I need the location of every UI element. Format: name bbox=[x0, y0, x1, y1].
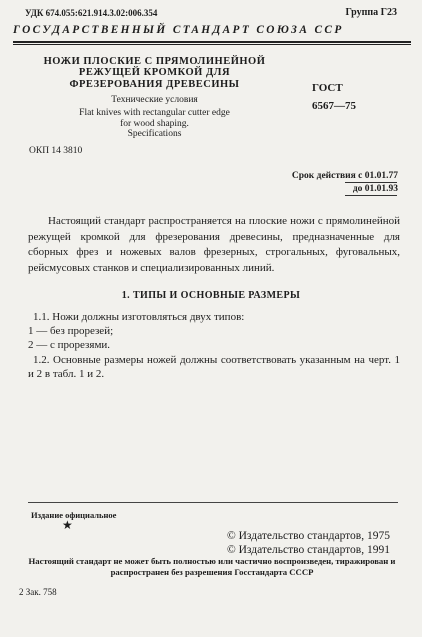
udk-code: УДК 674.055:621.914.3.02:006.354 bbox=[25, 8, 158, 18]
official-edition-label: Издание официальное bbox=[31, 510, 117, 520]
validity-underline-1 bbox=[345, 182, 397, 183]
tech-conditions-label: Технические условия bbox=[111, 95, 198, 105]
copyright-1975: © Издательство стандартов, 1975 bbox=[226, 530, 390, 542]
header-rule-thin bbox=[13, 44, 411, 45]
title-ru-line-1: НОЖИ ПЛОСКИЕ С ПРЯМОЛИНЕЙНОЙ bbox=[43, 56, 266, 67]
type-1-item: 1 — без прорезей; bbox=[28, 325, 114, 337]
order-number: 2 Зак. 758 bbox=[19, 587, 57, 597]
copyright-1991: © Издательство стандартов, 1991 bbox=[226, 544, 390, 556]
clause-1-1: 1.1. Ножи должны изготовляться двух типов: bbox=[33, 311, 245, 323]
star-icon: ★ bbox=[62, 518, 73, 532]
title-ru-line-2: РЕЖУЩЕЙ КРОМКОЙ ДЛЯ bbox=[78, 67, 231, 78]
type-2-item: 2 — с прорезями. bbox=[28, 339, 111, 351]
gost-label: ГОСТ bbox=[312, 82, 343, 94]
section-1-heading: 1. ТИПЫ И ОСНОВНЫЕ РАЗМЕРЫ bbox=[121, 290, 301, 301]
clause-1-2: 1.2. Основные размеры ножей должны соответствовать указанным на черт. 1 и 2 в табл. 1 и 2. bbox=[28, 354, 400, 380]
reproduction-notice: Настоящий стандарт не может быть полностью или частично воспроизведен, тиражирован и распространен без разрешения Госстандарта СССР bbox=[28, 556, 396, 577]
state-standard-heading: ГОСУДАРСТВЕННЫЙ СТАНДАРТ СОЮЗА ССР bbox=[13, 24, 344, 36]
validity-underline-2 bbox=[345, 195, 397, 196]
group-code: Группа Г23 bbox=[345, 7, 397, 18]
validity-start: Срок действия с 01.01.77 bbox=[291, 171, 398, 181]
title-en-line-2: for wood shaping. bbox=[120, 119, 189, 129]
okp-code: ОКП 14 3810 bbox=[29, 146, 83, 156]
title-en-line-1: Flat knives with rectangular cutter edge bbox=[79, 108, 230, 118]
gost-number: 6567—75 bbox=[312, 100, 356, 112]
intro-paragraph: Настоящий стандарт распространяется на плоские ножи с прямолинейной режущей кромкой для фрезерования древесины, предназначенные для сборных фрез и ножевых валов фрезерных, строгальных, фуговальных, рейсмусовых станков и специализированных линий. bbox=[28, 215, 400, 274]
footer-rule bbox=[28, 502, 398, 503]
validity-end: до 01.01.93 bbox=[352, 184, 398, 194]
header-rule-thick bbox=[13, 41, 411, 43]
title-en-line-3: Specifications bbox=[127, 129, 182, 139]
title-ru-line-3: ФРЕЗЕРОВАНИЯ ДРЕВЕСИНЫ bbox=[69, 79, 240, 90]
